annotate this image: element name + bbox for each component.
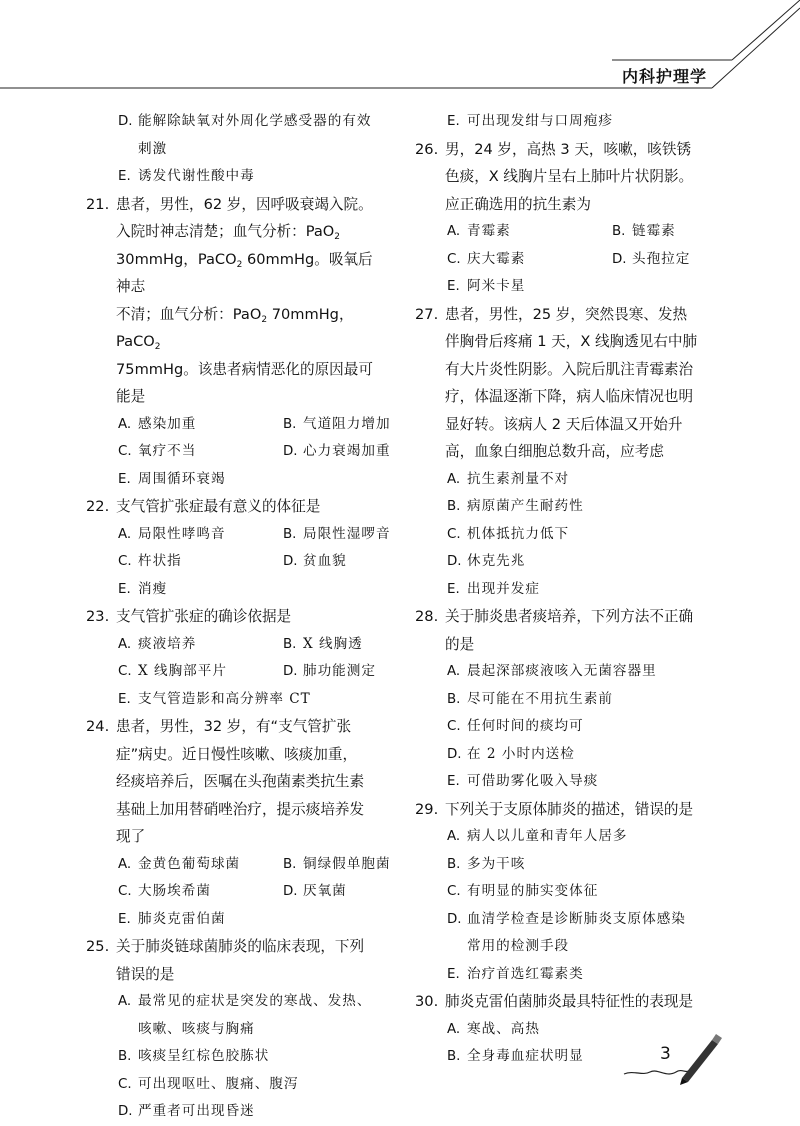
option-b: B. 病原菌产生耐药性	[447, 498, 584, 514]
question-21	[86, 191, 391, 494]
question-stem: 23. 支气管扩张症的确诊依据是	[86, 603, 382, 631]
question-number: 22.	[86, 498, 110, 515]
option-c: C. 任何时间的痰均可	[447, 718, 584, 734]
option-c: C. 可出现呕吐、腹痛、腹泻	[118, 1075, 299, 1092]
question-stem: 29. 下列关于支原体肺炎的描述，错误的是	[415, 796, 711, 824]
option-d: D. 肺功能测定	[283, 663, 376, 679]
page-number: 3	[660, 1044, 671, 1064]
option-c: C. 庆大霉素	[447, 250, 526, 267]
question-options	[415, 218, 711, 301]
option-b: B. 咳痰呈红棕色胶胨状	[118, 1048, 270, 1064]
question-number: 27.	[415, 305, 439, 323]
option-e: E. 消瘦	[118, 580, 168, 597]
question-stem: 25. 关于肺炎链球菌肺炎的临床表现，下列 错误的是	[86, 933, 382, 988]
option-a: A. 青霉素	[447, 223, 511, 239]
pen-icon	[620, 1030, 730, 1090]
question-stem: 26. 男，24 岁，高热 3 天，咳嗽，咳铁锈 色痰，X 线胸片呈右上肺叶片状阴影。 应正确选用的抗生素为	[415, 136, 711, 219]
option-a: A. 寒战、高热	[447, 1020, 540, 1037]
option-c: C. 大肠埃希菌	[118, 883, 211, 899]
right-column	[415, 108, 711, 1071]
option-c: C. 有明显的肺实变体征	[447, 883, 599, 899]
option-d: D. 贫血貌	[283, 553, 347, 569]
question-options	[415, 658, 711, 796]
option-a: A. 金黄色葡萄球菌	[118, 855, 241, 872]
question-number: 21.	[86, 195, 110, 213]
question-number: 29.	[415, 800, 439, 818]
question-stem: 28. 关于肺炎患者痰培养，下列方法不正确 的是	[415, 603, 711, 658]
question-options	[86, 631, 382, 714]
question-stem: 24. 患者，男性，32 岁，有“支气管扩张 症”病史。近日慢性咳嗽、咳痰加重， 经痰培养后，医嘱在头孢菌素类抗生素 基础上加用替硝唑治疗，提示痰培养发 现了	[86, 713, 382, 851]
option-a: A. 痰液培养	[118, 635, 197, 652]
option-e: E. 诱发代谢性酸中毒	[118, 168, 255, 184]
option-e: E. 肺炎克雷伯菌	[118, 910, 226, 927]
option-d: D. 心力衰竭加重	[283, 443, 391, 459]
option-c: C. X 线胸部平片	[118, 663, 227, 679]
option-b: B. 局限性湿啰音	[283, 525, 391, 542]
question-options	[86, 411, 391, 494]
q20-option-d-text: 能解除缺氧对外周化学感受器的有效刺激	[138, 113, 372, 157]
option-a: A. 感染加重	[118, 415, 197, 432]
question-number: 28.	[415, 608, 439, 625]
question-number: 25.	[86, 938, 110, 955]
running-header-title: 内科护理学	[622, 67, 708, 86]
question-options	[86, 521, 391, 604]
option-c: C. 机体抵抗力低下	[447, 525, 570, 542]
question-options	[86, 988, 382, 1126]
question-stem: 21. 患者，男性，62 岁，因呼吸衰竭入院。 入院时神志清楚；血气分析：PaO$_2$ 30mmHg，PaCO$_2$ 60mmHg。吸氧后神志 不清；血气分析：PaO$_2$ 70mmHg，PaCO$_2$ 75mmHg。该患者病情恶化的原因最可 能是	[86, 191, 382, 411]
option-d: D. 厌氧菌	[283, 883, 347, 899]
option-b: B. X 线胸透	[283, 635, 363, 652]
question-27	[415, 301, 711, 604]
option-b: B. 气道阻力增加	[283, 415, 391, 432]
option-d: D. 能解除缺氧对外周化学感受器的有效刺激	[118, 113, 372, 157]
option-e: E. 周围循环衰竭	[118, 470, 226, 487]
option-a: A. 局限性哮鸣音	[118, 525, 226, 542]
option-e: E. 治疗首选红霉素类	[447, 965, 584, 982]
question-22	[86, 493, 391, 603]
option-b: B. 链霉素	[612, 223, 676, 239]
left-column	[86, 108, 391, 1126]
option-b: B. 尽可能在不用抗生素前	[447, 690, 613, 707]
question-29	[415, 796, 711, 989]
question-stem: 30. 肺炎克雷伯菌肺炎最具特征性的表现是	[415, 988, 711, 1016]
option-b: B. 全身毒血症状明显	[447, 1048, 584, 1064]
option-b: B. 多为干咳	[447, 855, 526, 872]
page-footer	[620, 1030, 730, 1090]
option-d: D. 严重者可出现昏迷	[118, 1103, 255, 1119]
question-23	[86, 603, 382, 713]
option-a: A. 抗生素剂量不对	[447, 470, 570, 487]
option-a: A. 病人以儿童和青年人居多	[447, 828, 628, 844]
option-b: B. 铜绿假单胞菌	[283, 855, 391, 872]
question-28	[415, 603, 711, 796]
question-number: 26.	[415, 140, 439, 158]
q25-options-continued	[415, 108, 711, 136]
option-a: A. 最常见的症状是突发的寒战、发热、 咳嗽、咳痰与胸痛	[118, 993, 372, 1037]
question-options	[415, 823, 711, 988]
question-number: 30.	[415, 993, 439, 1010]
option-e: E. 可出现发绀与口周疱疹	[447, 113, 613, 129]
question-24	[86, 713, 391, 933]
question-options	[415, 466, 711, 604]
question-stem: 27. 患者，男性，25 岁，突然畏寒、发热 伴胸骨后疼痛 1 天，X 线胸透见右中肺 有大片炎性阴影。入院后肌注青霉素治 疗，体温逐渐下降，病人临床情况也明 显好转。该病人 2 天后体温又开始升 高，血象白细胞总数升高，应考虑	[415, 301, 711, 466]
option-e: E. 支气管造影和高分辨率 CT	[118, 690, 311, 707]
option-d: D. 头孢拉定	[612, 250, 691, 267]
option-d: D. 在 2 小时内送检	[447, 745, 575, 762]
question-options	[86, 851, 391, 934]
question-26	[415, 136, 711, 301]
option-c: C. 杵状指	[118, 553, 182, 569]
option-d: D. 休克先兆	[447, 553, 526, 569]
question-number: 24.	[86, 718, 110, 735]
option-e: E. 可借助雾化吸入导痰	[447, 773, 599, 789]
q20-options-continued	[86, 108, 382, 191]
option-e: E. 出现并发症	[447, 580, 540, 597]
question-number: 23.	[86, 608, 110, 625]
option-e: E. 阿米卡星	[447, 278, 526, 294]
question-25	[86, 933, 382, 1126]
question-stem: 22. 支气管扩张症最有意义的体征是	[86, 493, 382, 521]
option-a: A. 晨起深部痰液咳入无菌容器里	[447, 663, 657, 679]
option-c: C. 氧疗不当	[118, 443, 197, 459]
option-d: D. 血清学检查是诊断肺炎支原体感染 常用的检测手段	[447, 910, 686, 954]
